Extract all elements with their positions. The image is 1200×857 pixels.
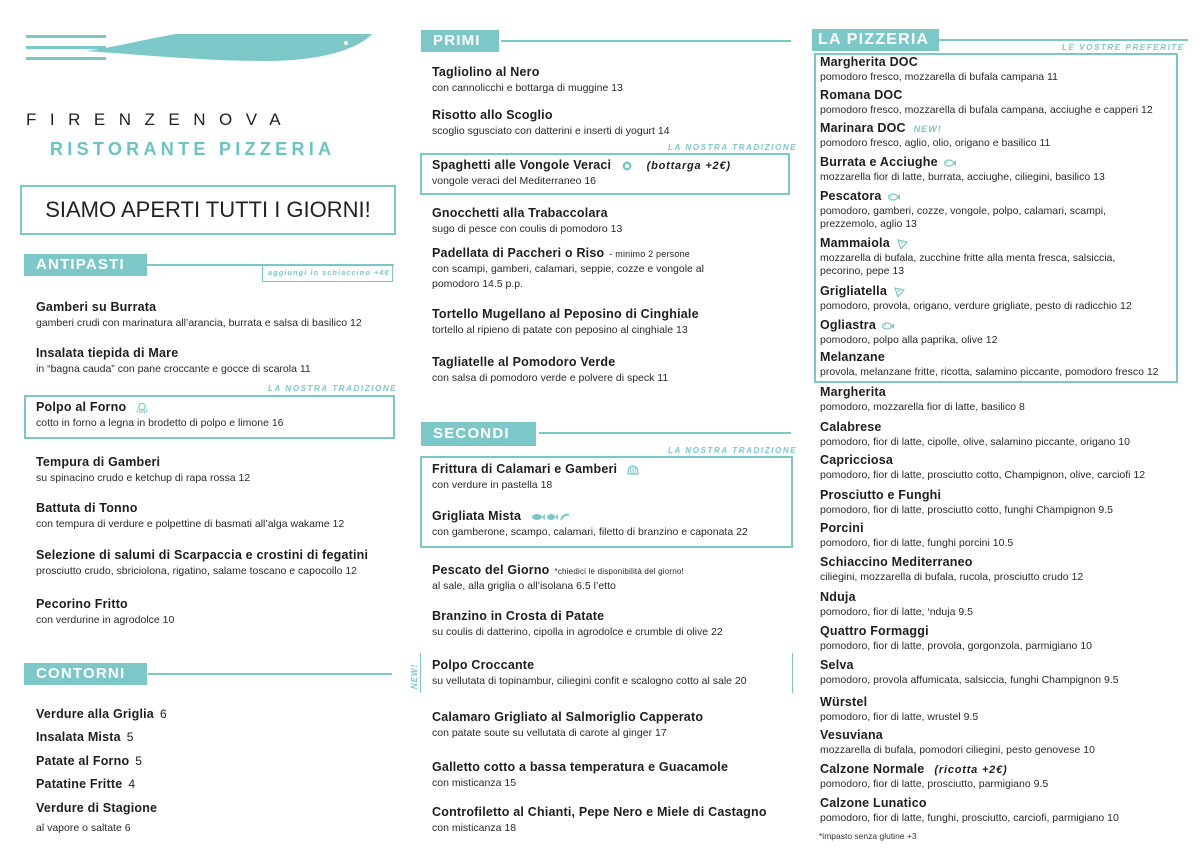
menu-item: Tempura di Gamberi su spinacino crudo e ketchup di rapa rossa 12 — [36, 455, 251, 484]
pizza-item: Quattro Formaggi pomodoro, fior di latte, provola, gorgonzola, parmigiano 10 — [820, 624, 1092, 652]
pizza-item: Calzone Normale (ricotta +2€) pomodoro, fior di latte, prosciutto, parmigiano 9.5 — [820, 762, 1049, 790]
menu-item: Calamaro Grigliato al Salmoriglio Capperato con patate soute su vellutata di carote al ginger 17 — [432, 710, 704, 739]
new-tag: NEW! — [913, 124, 942, 134]
pizza-item: Ogliastra pomodoro, polpo alla paprika, olive 12 — [820, 318, 998, 346]
pizza-item: Pescatora pomodoro, gamberi, cozze, vongole, polpo, calamari, scampi, prezzemolo, aglio 13 — [820, 189, 1106, 230]
pizza-item: Calzone Lunatico pomodoro, fior di latte, funghi, prosciutto, carciofi, parmigiano 10 — [820, 796, 1119, 824]
menu-item: Grigliata Mista con gamberone, scampo, calamari, filetto di branzino e caponata 22 — [432, 509, 748, 538]
pizza-item: Mammaiola mozzarella di bufala, zucchine fritte alla menta fresca, salsiccia, pecorino, pepe 13 — [820, 236, 1116, 277]
logo-graphic — [26, 33, 376, 65]
menu-item: Branzino in Crosta di Patate su coulis di datterino, cipolla in agrodolce e crumble di olive 22 — [432, 609, 723, 638]
menu-item: Risotto allo Scoglio scoglio sgusciato con datterini e inserti di yogurt 14 — [432, 108, 670, 137]
menu-item: Galletto cotto a bassa temperatura e Guacamole con misticanza 15 — [432, 760, 729, 789]
tradition-label: LA NOSTRA TRADIZIONE — [668, 143, 798, 152]
divider — [148, 673, 392, 675]
contorni-title: CONTORNI — [24, 663, 147, 685]
menu-item: Polpo al Forno cotto in forno a legna in brodetto di polpo e limone 16 — [36, 400, 284, 429]
contorni-header — [24, 663, 394, 685]
divider — [539, 432, 791, 434]
menu-item: Padellata di Paccheri o Riso - minimo 2 persone con scampi, gamberi, calamari, seppie, cozze e vongole al pomodoro 14.5 p.p. — [432, 246, 704, 290]
octopus-icon — [136, 403, 148, 413]
menu-item: Battuta di Tonno con tempura di verdure e polpettine di basmati all’alga wakame 12 — [36, 501, 345, 530]
pizza-item: Prosciutto e Funghi pomodoro, fior di latte, prosciutto cotto, funghi Champignon 9.5 — [820, 488, 1114, 516]
shell-icon — [627, 465, 639, 475]
menu-item: Insalata Mista 5 — [36, 730, 134, 744]
pizza-slice-icon — [896, 239, 908, 249]
pizza-item: Würstel pomodoro, fior di latte, wrustel 9.5 — [820, 695, 979, 723]
menu-item: Patate al Forno 5 — [36, 754, 143, 768]
fish-icon — [888, 192, 900, 202]
fish-group-icon — [531, 512, 571, 522]
menu-item: Controfiletto al Chianti, Pepe Nero e Miele di Castagno con misticanza 18 — [432, 805, 767, 834]
brand-tagline: RISTORANTE PIZZERIA — [50, 139, 336, 159]
middle-column — [400, 0, 800, 857]
menu-item: Verdure alla Griglia 6 — [36, 707, 167, 721]
menu-item: Gnocchetti alla Trabaccolara sugo di pesce con coulis di pomodoro 13 — [432, 206, 623, 235]
pizza-item: Vesuviana mozzarella di bufala, pomodori ciliegini, pesto genovese 10 — [820, 728, 1095, 756]
tradition-label: LA NOSTRA TRADIZIONE — [268, 384, 398, 393]
pizza-item: Capricciosa pomodoro, fior di latte, prosciutto cotto, Champignon, olive, carciofi 12 — [820, 453, 1146, 481]
open-banner: SIAMO APERTI TUTTI I GIORNI! — [20, 185, 396, 235]
menu-item: Verdure di Stagione al vapore o saltate 6 — [36, 801, 158, 834]
menu-item: Spaghetti alle Vongole Veraci (bottarga +2€) vongole veraci del Mediterraneo 16 — [432, 158, 731, 187]
preferred-label: LE VOSTRE PREFERITE — [1062, 43, 1185, 52]
fish-icon — [882, 321, 894, 331]
divider — [501, 40, 791, 42]
primi-header — [421, 30, 791, 52]
antipasti-title: ANTIPASTI — [24, 254, 147, 276]
pizza-item: Schiaccino Mediterraneo ciliegini, mozzarella di bufala, rucola, prosciutto crudo 12 — [820, 555, 1084, 583]
pizza-item: Nduja pomodoro, fior di latte, ‘nduja 9.5 — [820, 590, 973, 618]
menu-item: Tortello Mugellano al Peposino di Cinghiale tortello al ripieno di patate con peposino al cinghiale 13 — [432, 307, 699, 336]
logo-wave-icon — [26, 33, 376, 65]
menu-item: Selezione di salumi di Scarpaccia e crostini di fegatini prosciutto crudo, sbriciolona, rigatino, salame toscano e capocollo 12 — [36, 548, 369, 577]
menu-item: Insalata tiepida di Mare in “bagna cauda” con pane croccante e gocce di scarola 11 — [36, 346, 311, 375]
pizza-item: Margherita pomodoro, mozzarella fior di latte, basilico 8 — [820, 385, 1025, 413]
menu-item: Tagliatelle al Pomodoro Verde con salsa di pomodoro verde e polvere di speck 11 — [432, 355, 669, 384]
pizza-slice-icon — [893, 287, 905, 297]
menu-item: Pecorino Fritto con verdurine in agrodolce 10 — [36, 597, 175, 626]
antipasti-note: aggiungi lo schiaccino +4€ — [268, 268, 390, 277]
menu-item: Tagliolino al Nero con cannolicchi e bottarga di muggine 13 — [432, 65, 623, 94]
tradition-label: LA NOSTRA TRADIZIONE — [668, 446, 798, 455]
divider — [938, 39, 1188, 41]
fish-icon — [944, 158, 956, 168]
pizza-item: Selva pomodoro, provola affumicata, salsiccia, funghi Champignon 9.5 — [820, 658, 1119, 686]
menu-item: Frittura di Calamari e Gamberi con verdure in pastella 18 — [432, 462, 639, 491]
left-column — [0, 0, 400, 857]
menu-item: Gamberi su Burrata gamberi crudi con marinatura all’arancia, burrata e salsa di basilico 12 — [36, 300, 362, 329]
pizza-item: Porcini pomodoro, fior di latte, funghi porcini 10.5 — [820, 521, 1014, 549]
gluten-note: *impasto senza glutine +3 — [819, 831, 917, 841]
pizza-item: Melanzane provola, melanzane fritte, ricotta, salamino piccante, pomodoro fresco 12 — [820, 350, 1159, 378]
right-column — [800, 0, 1200, 857]
menu-item: Polpo Croccante su vellutata di topinambur, ciliegini confit e scalogno cotto al sale 20 — [432, 658, 747, 687]
pizza-item: Romana DOC pomodoro fresco, mozzarella di bufala campana, acciughe e capperi 12 — [820, 88, 1153, 116]
clam-icon — [621, 161, 633, 171]
secondi-title: SECONDI — [421, 422, 536, 446]
menu-item: Pescato del Giorno *chiedici le disponibilità del giorno! al sale, alla griglia o all’isolana 6.5 l’etto — [432, 563, 684, 592]
primi-title: PRIMI — [421, 30, 499, 52]
brand-name: FIRENZENOVA — [26, 110, 295, 129]
pizza-item: Burrata e Acciughe mozzarella fior di latte, burrata, acciughe, ciliegini, basilico 13 — [820, 155, 1105, 183]
pizza-item: Margherita DOC pomodoro fresco, mozzarella di bufala campana 11 — [820, 55, 1058, 83]
pizza-item: Grigliatella pomodoro, provola, origano, verdure grigliate, pesto di radicchio 12 — [820, 284, 1132, 312]
menu-item: Patatine Fritte 4 — [36, 777, 136, 791]
pizzeria-title: LA PIZZERIA — [812, 29, 939, 51]
new-tag: NEW! — [410, 663, 420, 690]
pizza-item: Calabrese pomodoro, fior di latte, cipolle, olive, salamino piccante, origano 10 — [820, 420, 1130, 448]
pizza-item: Marinara DOC NEW! pomodoro fresco, aglio, olio, origano e basilico 11 — [820, 121, 1051, 149]
secondi-header — [421, 422, 791, 444]
